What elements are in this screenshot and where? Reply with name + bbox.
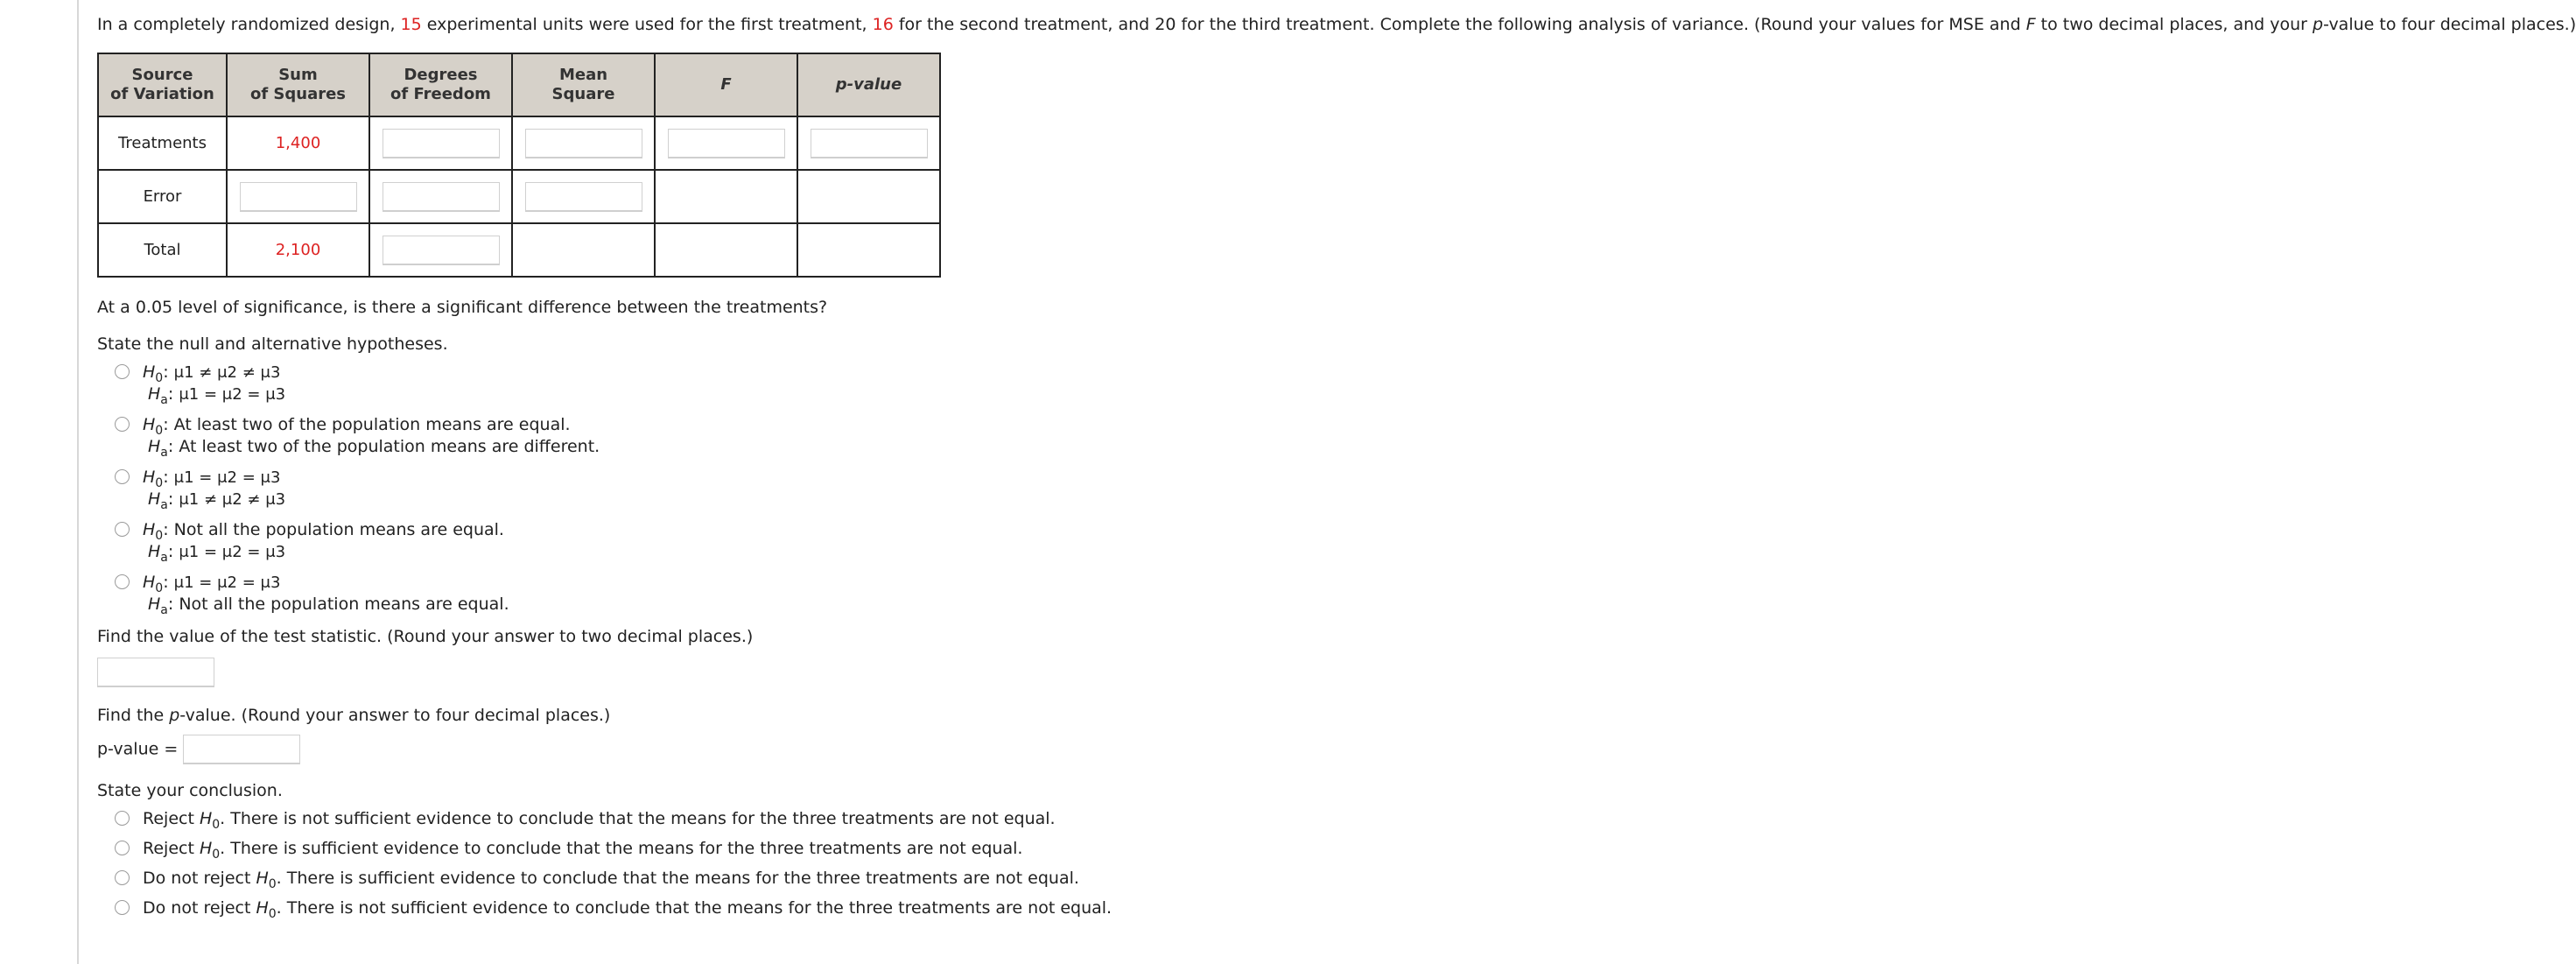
p-value-input[interactable] bbox=[183, 735, 300, 764]
empty-cell bbox=[797, 223, 940, 277]
row-label: Total bbox=[98, 223, 227, 277]
radio-button[interactable] bbox=[115, 870, 130, 885]
question-content bbox=[97, 12, 2576, 927]
significance-question: At a 0.05 level of significance, is there a significant difference between the treatments? bbox=[97, 298, 828, 317]
hypothesis-option-1[interactable]: $H_0$: μ1 ≠ μ2 ≠ μ3 $H_a$: μ1 = μ2 = μ3 bbox=[115, 362, 2487, 405]
conclusion-option-2[interactable]: Reject $H_0$. There is sufficient evidence to conclude that the means for the three treatments are not equal. bbox=[115, 838, 2487, 860]
hypothesis-option-4[interactable]: $H_0$: Not all the population means are equal. $H_a$: μ1 = μ2 = μ3 bbox=[115, 519, 2487, 563]
left-sidebar bbox=[0, 0, 79, 964]
empty-cell bbox=[797, 170, 940, 223]
header-source: Source of Variation bbox=[98, 53, 227, 116]
error-ms-input[interactable] bbox=[525, 182, 642, 212]
given-n1: 15 bbox=[400, 15, 422, 34]
radio-button[interactable] bbox=[115, 900, 130, 915]
table-row-total bbox=[98, 223, 940, 277]
conclusion-option-3[interactable]: Do not reject $H_0$. There is sufficient evidence to conclude that the means for the three treatments are not equal. bbox=[115, 868, 2487, 890]
error-df-input[interactable] bbox=[383, 182, 500, 212]
conclusion-option-4[interactable]: Do not reject $H_0$. There is not sufficient evidence to conclude that the means for the three treatments are not equal. bbox=[115, 897, 2487, 919]
row-label: Error bbox=[98, 170, 227, 223]
table-p-value-input[interactable] bbox=[811, 129, 928, 158]
empty-cell bbox=[512, 223, 655, 277]
error-ss-input[interactable] bbox=[240, 182, 357, 212]
header-p-value: p-value bbox=[797, 53, 940, 116]
radio-button[interactable] bbox=[115, 522, 130, 537]
given-n2: 16 bbox=[872, 15, 894, 34]
p-value-label: p-value = bbox=[97, 739, 179, 759]
radio-button[interactable] bbox=[115, 417, 130, 432]
test-statistic-input[interactable] bbox=[97, 658, 214, 687]
header-degrees-of-freedom: Degrees of Freedom bbox=[369, 53, 512, 116]
hypothesis-option-3[interactable]: $H_0$: μ1 = μ2 = μ3 $H_a$: μ1 ≠ μ2 ≠ μ3 bbox=[115, 467, 2487, 510]
hypotheses-options bbox=[115, 362, 2487, 616]
radio-button[interactable] bbox=[115, 811, 130, 826]
radio-button[interactable] bbox=[115, 574, 130, 589]
header-sum-of-squares: Sum of Squares bbox=[227, 53, 369, 116]
conclusion-options bbox=[115, 808, 2487, 919]
radio-button[interactable] bbox=[115, 841, 130, 855]
conclusion-prompt: State your conclusion. bbox=[97, 781, 283, 800]
p-value-prompt: Find the p-value. (Round your answer to four decimal places.) bbox=[97, 706, 611, 725]
total-ss-value: 2,100 bbox=[227, 223, 369, 277]
empty-cell bbox=[655, 170, 797, 223]
row-label: Treatments bbox=[98, 116, 227, 170]
problem-statement: In a completely randomized design, 15 experimental units were used for the first treatment, 16 for the second treatment, and 20 for the third treatment. Complete the following analysis of variance. (Round your values for MSE and F to two decimal places, and your p-value to four decimal places.) bbox=[97, 15, 2576, 34]
treatments-ss-value: 1,400 bbox=[227, 116, 369, 170]
treatments-df-input[interactable] bbox=[383, 129, 500, 158]
hypothesis-option-5[interactable]: $H_0$: μ1 = μ2 = μ3 $H_a$: Not all the population means are equal. bbox=[115, 572, 2487, 616]
f-input[interactable] bbox=[668, 129, 785, 158]
hypotheses-prompt: State the null and alternative hypotheses. bbox=[97, 334, 448, 354]
total-df-input[interactable] bbox=[383, 236, 500, 265]
header-f: F bbox=[655, 53, 797, 116]
table-header-row bbox=[98, 53, 940, 116]
hypothesis-option-2[interactable]: $H_0$: At least two of the population means are equal. $H_a$: At least two of the population means are different. bbox=[115, 414, 2487, 458]
radio-button[interactable] bbox=[115, 364, 130, 379]
conclusion-option-1[interactable]: Reject $H_0$. There is not sufficient evidence to conclude that the means for the three treatments are not equal. bbox=[115, 808, 2487, 830]
radio-button[interactable] bbox=[115, 469, 130, 484]
header-mean-square: Mean Square bbox=[512, 53, 655, 116]
table-row-error bbox=[98, 170, 940, 223]
test-statistic-prompt: Find the value of the test statistic. (Round your answer to two decimal places.) bbox=[97, 627, 754, 646]
anova-table bbox=[97, 53, 941, 278]
treatments-ms-input[interactable] bbox=[525, 129, 642, 158]
table-row-treatments bbox=[98, 116, 940, 170]
empty-cell bbox=[655, 223, 797, 277]
